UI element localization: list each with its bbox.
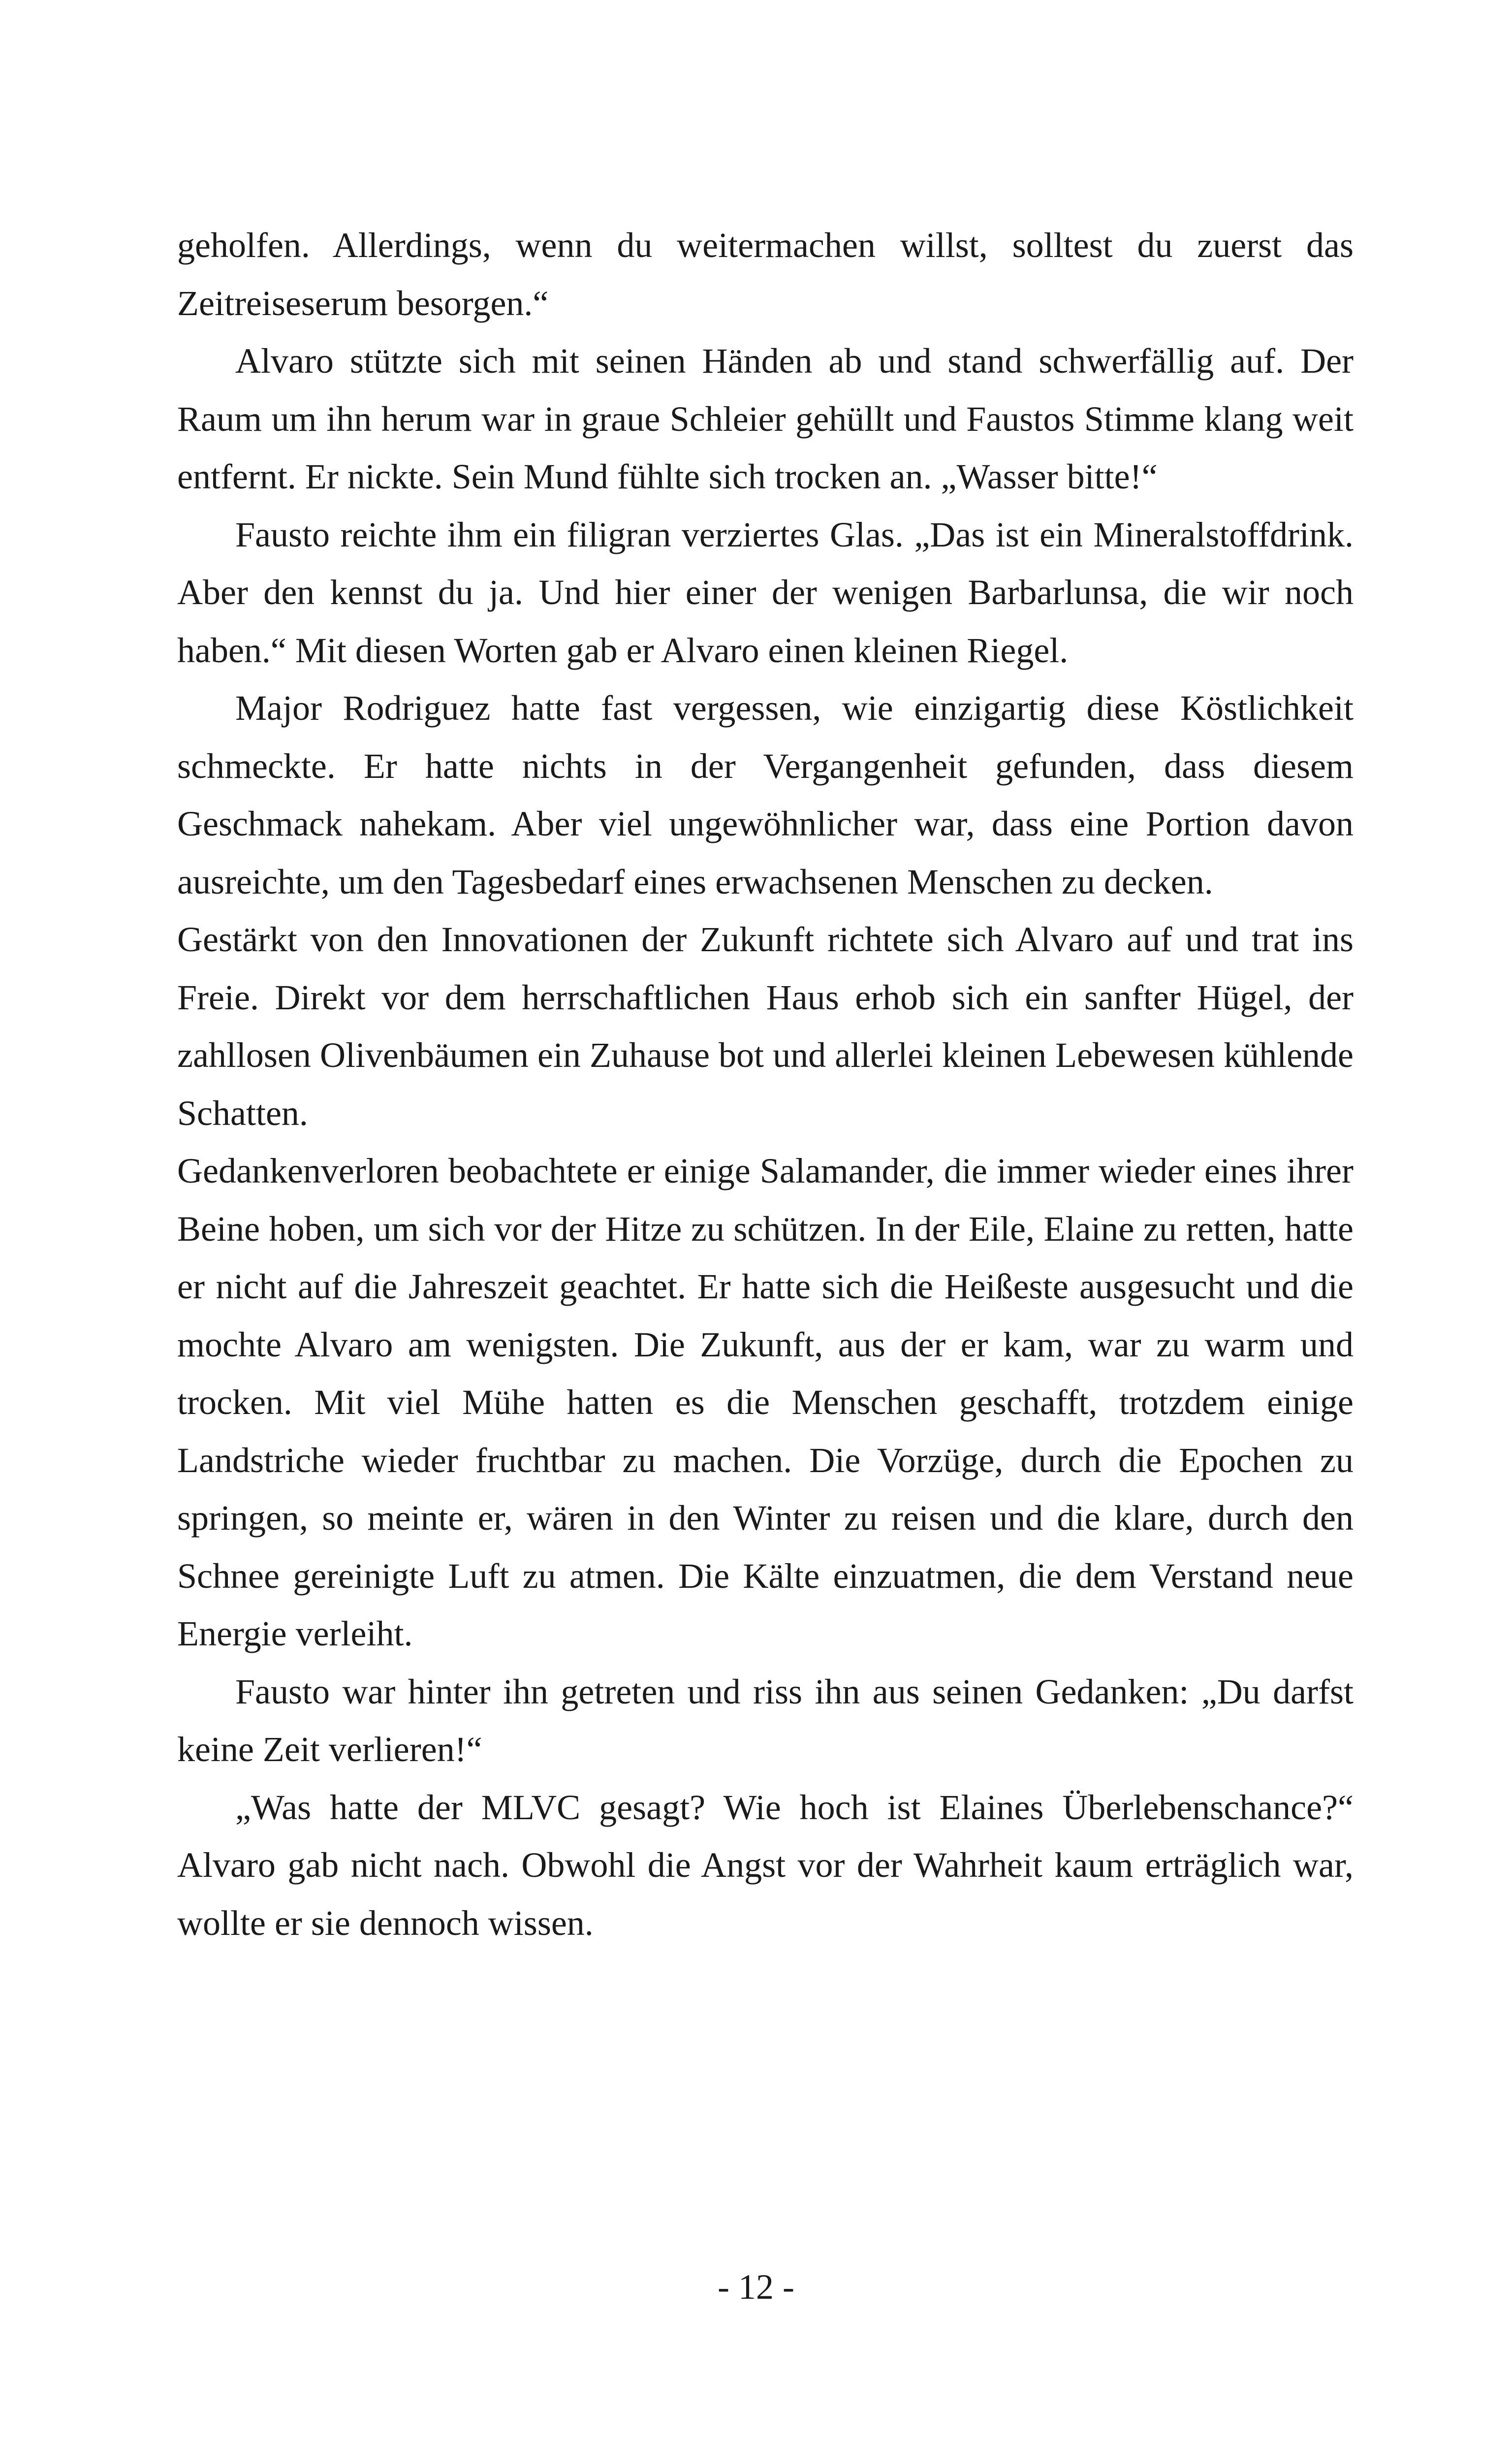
paragraph: Gestärkt von den Innovationen der Zukunft richtete sich Alvaro auf und trat ins Freie. Direkt vor dem herrschaftlichen Haus erhob sich ein sanfter Hügel, der zahllosen Olivenbäumen ein Zuhause bot und allerlei kleinen Lebewesen kühlende Schatten. xyxy=(177,920,1354,1133)
paragraph: Fausto reichte ihm ein filigran verziertes Glas. „Das ist ein Mineralstoffdrink. Aber den kennst du ja. Und hier einer der wenigen Barbarlunsa, die wir noch haben.“ Mit diesen Worten gab er Alvaro einen kleinen Riegel. xyxy=(177,514,1354,670)
body-text xyxy=(177,217,1354,1952)
paragraph: „Was hatte der MLVC gesagt? Wie hoch ist Elaines Überlebenschance?“ Alvaro gab nicht nach. Obwohl die Angst vor der Wahrheit kaum erträglich war, wollte er sie dennoch wissen. xyxy=(177,1787,1354,1943)
paragraph: Major Rodriguez hatte fast vergessen, wie einzigartig diese Köstlichkeit schmeckte. Er hatte nichts in der Vergangenheit gefunden, dass diesem Geschmack nahekam. Aber viel ungewöhnlicher war, dass eine Portion davon ausreichte, um den Tagesbedarf eines erwachsenen Menschen zu decken. xyxy=(177,688,1354,901)
page-number: - 12 - xyxy=(718,2267,794,2307)
paragraph: Alvaro stützte sich mit seinen Händen ab und stand schwerfällig auf. Der Raum um ihn herum war in graue Schleier gehüllt und Faustos Stimme klang weit entfernt. Er nickte. Sein Mund fühlte sich trocken an. „Wasser bitte!“ xyxy=(177,341,1354,496)
paragraph: Fausto war hinter ihn getreten und riss ihn aus seinen Gedanken: „Du darfst keine Zeit verlieren!“ xyxy=(177,1672,1354,1769)
paragraph: geholfen. Allerdings, wenn du weitermachen willst, solltest du zuerst das Zeitreiseserum besorgen.“ xyxy=(177,225,1354,323)
paragraph: Gedankenverloren beobachtete er einige Salamander, die immer wieder eines ihrer Beine hoben, um sich vor der Hitze zu schützen. In der Eile, Elaine zu retten, hatte er nicht auf die Jahreszeit geachtet. Er hatte sich die Heißeste ausgesucht und die mochte Alvaro am wenigsten. Die Zukunft, aus der er kam, war zu warm und trocken. Mit viel Mühe hatten es die Menschen geschafft, trotzdem einige Landstriche wieder fruchtbar zu machen. Die Vorzüge, durch die Epochen zu springen, so meinte er, wären in den Winter zu reisen und die klare, durch den Schnee gereinigte Luft zu atmen. Die Kälte einzuatmen, die dem Verstand neue Energie verleiht. xyxy=(177,1151,1354,1653)
